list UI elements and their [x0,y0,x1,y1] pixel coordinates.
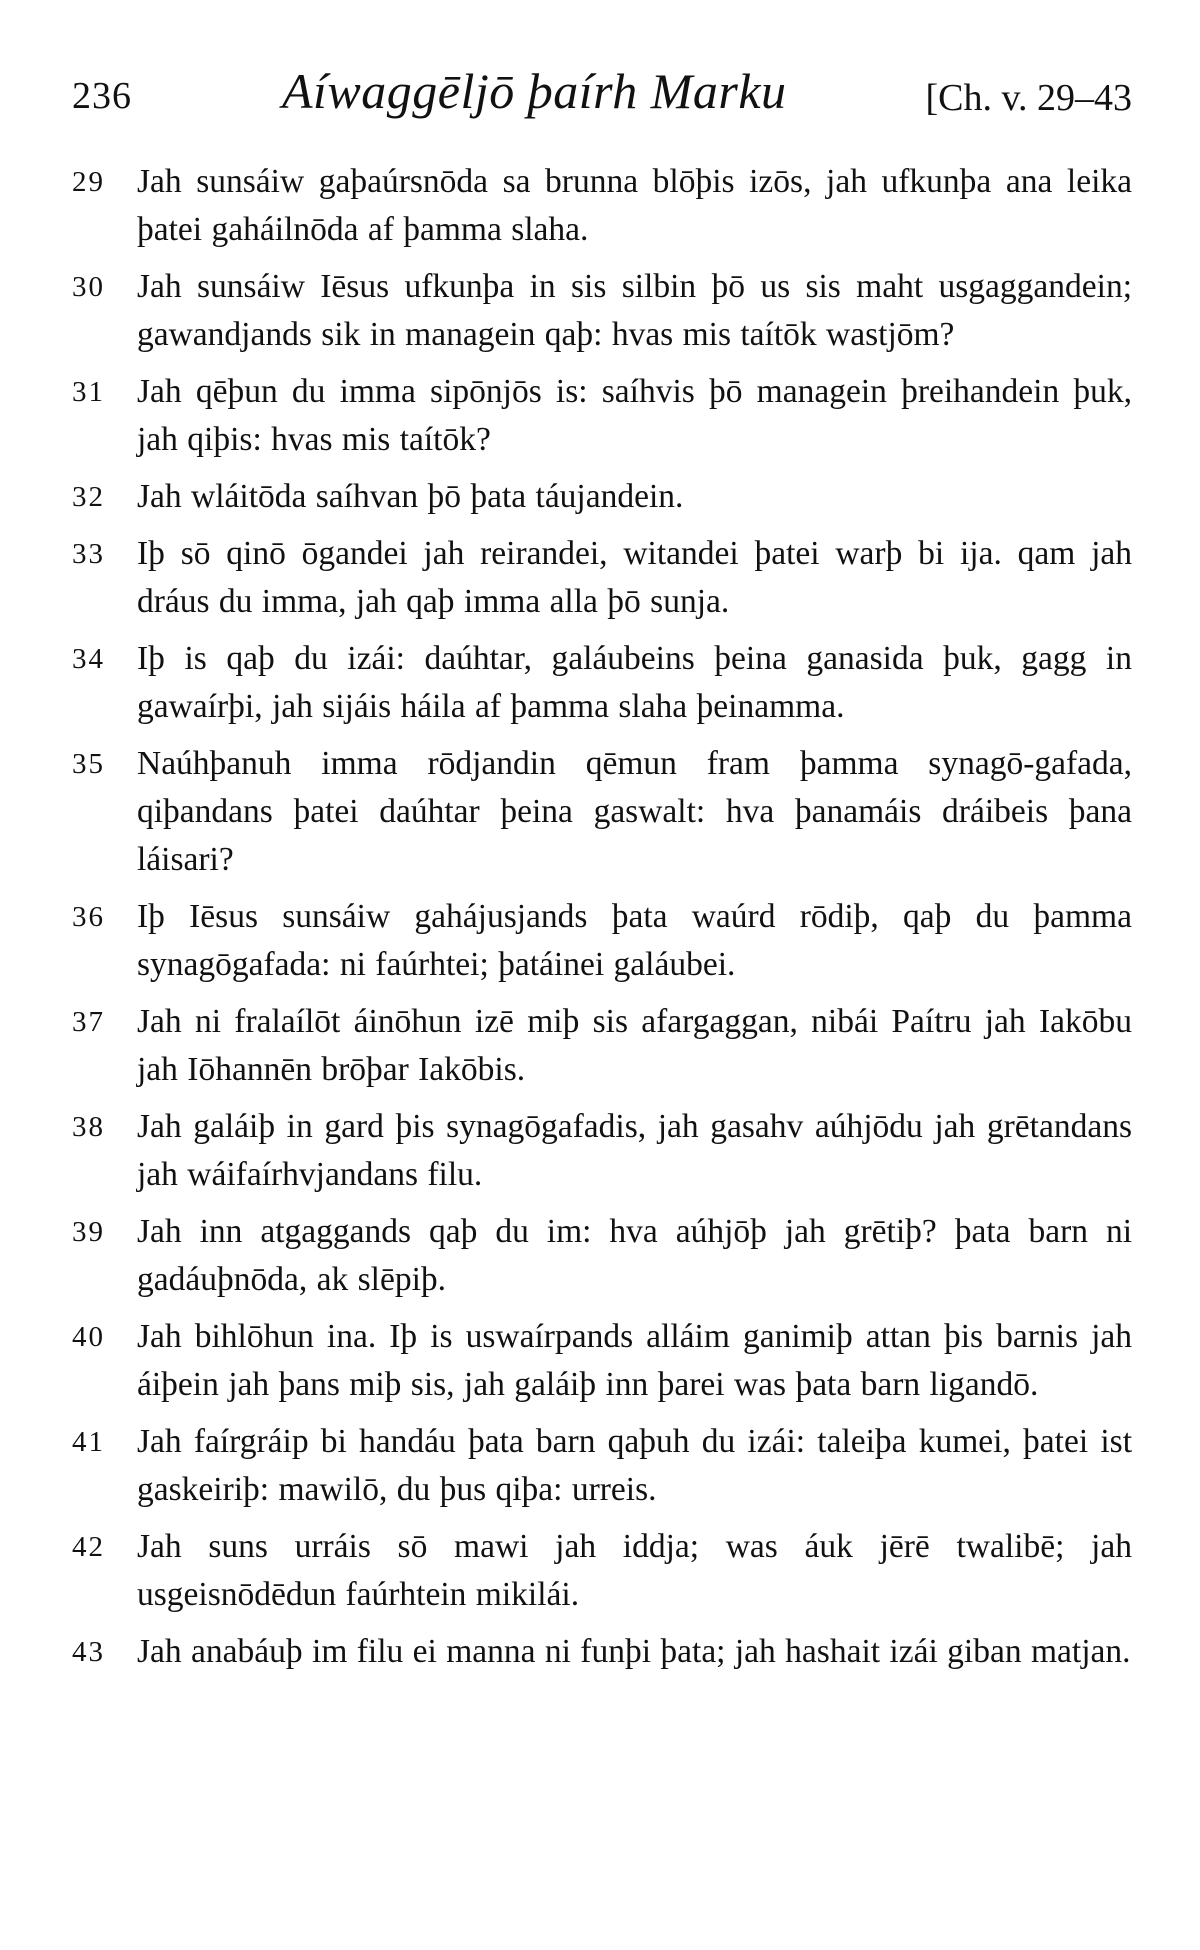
verse [72,1418,1132,1514]
verse [72,1103,1132,1199]
verse-list [72,158,1132,1685]
verse-text: Jah suns urráis sō mawi jah iddja; was áuk jērē twalibē; jah usgeisnōdēdun faúrhtein mikilái. [137,1528,1132,1613]
verse [72,1628,1132,1676]
verse-number: 39 [72,1216,105,1248]
verse [72,263,1132,359]
page-number: 236 [72,75,132,117]
verse-text: Jah qēþun du imma sipōnjōs is: saíhvis þō managein þreihandein þuk, jah qiþis: hvas mis taítōk? [137,373,1132,458]
verse-text: Jah wláitōda saíhvan þō þata táujandein. [137,478,684,515]
verse [72,740,1132,884]
chapter-reference: [Ch. v. 29–43 [925,77,1132,119]
verse-number: 36 [72,901,105,933]
verse-number: 40 [72,1321,105,1353]
verse [72,998,1132,1094]
verse-text: Jah galáiþ in gard þis synagōgafadis, jah gasahv aúhjōdu jah grētandans jah wáifaírhvjandans filu. [137,1108,1132,1193]
verse-text: Jah faírgráip bi handáu þata barn qaþuh du izái: taleiþa kumei, þatei ist gaskeiriþ: mawilō, du þus qiþa: urreis. [137,1423,1132,1508]
page-header [72,62,1132,132]
verse-number: 35 [72,748,105,780]
verse-text: Jah sunsáiw gaþaúrsnōda sa brunna blōþis izōs, jah ufkunþa ana leika þatei gaháilnōda af þamma slaha. [137,163,1132,248]
verse-number: 38 [72,1111,105,1143]
verse-text: Jah sunsáiw Iēsus ufkunþa in sis silbin þō us sis maht usgaggandein; gawandjands sik in managein qaþ: hvas mis taítōk wastjōm? [137,268,1132,353]
verse-text: Iþ sō qinō ōgandei jah reirandei, witandei þatei warþ bi ija. qam jah dráus du imma, jah qaþ imma alla þō sunja. [137,535,1132,620]
verse-text: Jah bihlōhun ina. Iþ is uswaírpands alláim ganimiþ attan þis barnis jah áiþein jah þans miþ sis, jah galáiþ inn þarei was þata barn ligandō. [137,1318,1132,1403]
verse-text: Jah inn atgaggands qaþ du im: hva aúhjōþ jah grētiþ? þata barn ni gadáuþnōda, ak slēpiþ. [137,1213,1132,1298]
running-title: Aíwaggēljō þaírh Marku [282,63,787,119]
verse-text: Iþ is qaþ du izái: daúhtar, galáubeins þeina ganasida þuk, gagg in gawaírþi, jah sijáis háila af þamma slaha þeinamma. [137,640,1132,725]
verse [72,530,1132,626]
verse-number: 37 [72,1006,105,1038]
verse-number: 34 [72,643,105,675]
verse-number: 43 [72,1636,105,1668]
verse-text: Jah ni fralaílōt áinōhun izē miþ sis afargaggan, nibái Paítru jah Iakōbu jah Iōhannēn brōþar Iakōbis. [137,1003,1132,1088]
verse-number: 29 [72,166,105,198]
verse-number: 41 [72,1426,105,1458]
verse-number: 33 [72,538,105,570]
verse [72,1208,1132,1304]
verse-text: Jah anabáuþ im filu ei manna ni funþi þata; jah hashait izái giban matjan. [137,1633,1131,1670]
verse-number: 30 [72,271,105,303]
verse [72,893,1132,989]
verse-text: Iþ Iēsus sunsáiw gahájusjands þata waúrd rōdiþ, qaþ du þamma synagōgafada: ni faúrhtei; þatáinei galáubei. [137,898,1132,983]
verse-number: 31 [72,376,105,408]
verse [72,1523,1132,1619]
verse [72,368,1132,464]
verse [72,1313,1132,1409]
verse-number: 42 [72,1531,105,1563]
verse-text: Naúhþanuh imma rōdjandin qēmun fram þamma synagō-gafada, qiþandans þatei daúhtar þeina gaswalt: hva þanamáis dráibeis þana láisari? [137,745,1132,878]
verse-number: 32 [72,481,105,513]
verse [72,158,1132,254]
verse [72,473,1132,521]
verse [72,635,1132,731]
